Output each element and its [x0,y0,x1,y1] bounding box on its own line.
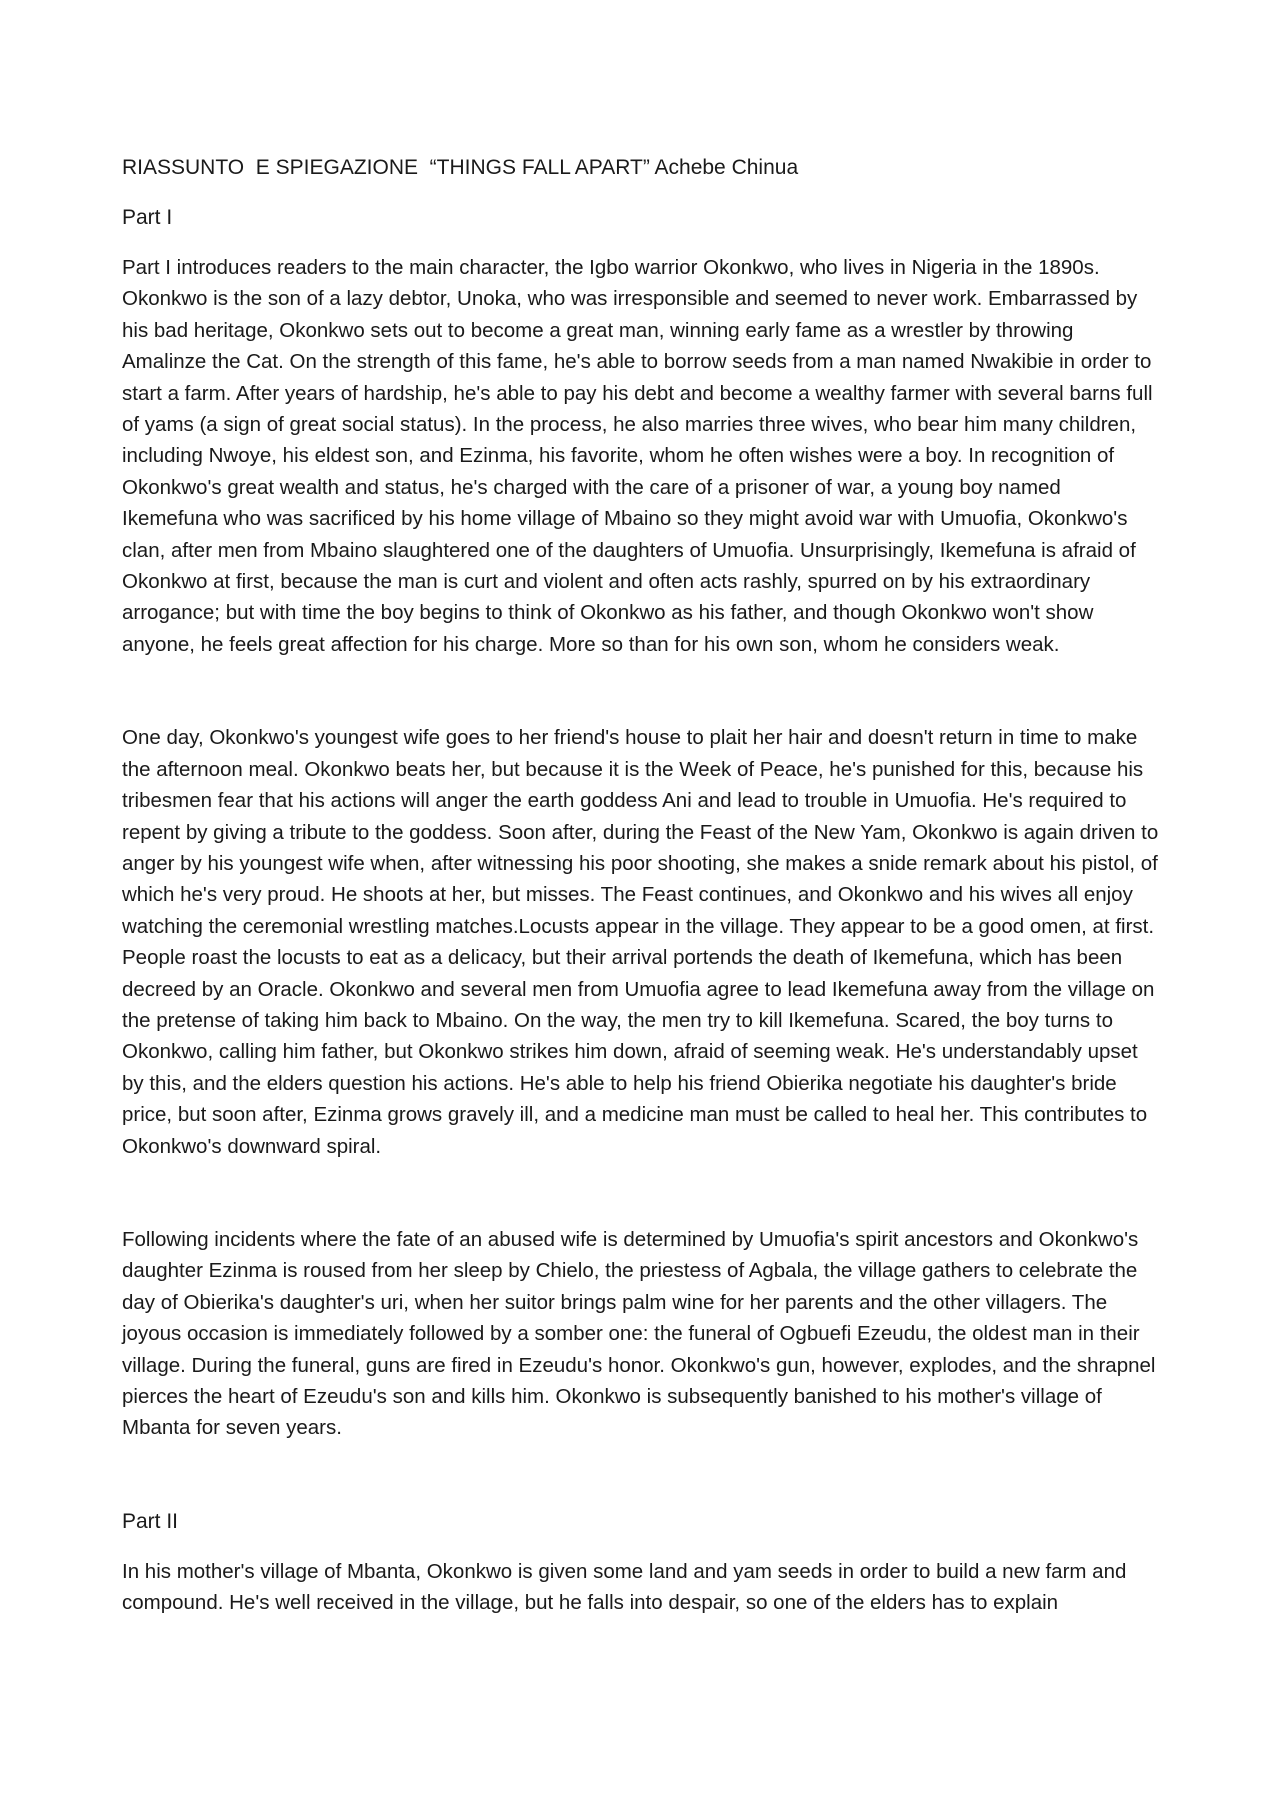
document-page [122,152,1162,1619]
part-1-paragraph-2: One day, Okonkwo's youngest wife goes to her friend's house to plait her hair and doesn't return in time to make the afternoon meal. Okonkwo beats her, but because it is the Week of Peace, he's punished for this, because his tribesmen fear that his actions will anger the earth goddess Ani and lead to trouble in Umuofia. He's required to repent by giving a tribute to the goddess. Soon after, during the Feast of the New Yam, Okonkwo is again driven to anger by his youngest wife when, after witnessing his poor shooting, she makes a snide remark about his pistol, of which he's very proud. He shoots at her, but misses. The Feast continues, and Okonkwo and his wives all enjoy watching the ceremonial wrestling matches.Locusts appear in the village. They appear to be a good omen, at first. People roast the locusts to eat as a delicacy, but their arrival portends the death of Ikemefuna, which has been decreed by an Oracle. Okonkwo and several men from Umuofia agree to lead Ikemefuna away from the village on the pretense of taking him back to Mbaino. On the way, the men try to kill Ikemefuna. Scared, the boy turns to Okonkwo, calling him father, but Okonkwo strikes him down, afraid of seeming weak. He's understandably upset by this, and the elders question his actions. He's able to help his friend Obierika negotiate his daughter's bride price, but soon after, Ezinma grows gravely ill, and a medicine man must be called to heal her. This contributes to Okonkwo's downward spiral. [122,726,1159,1158]
part-1-paragraph-1: Part I introduces readers to the main character, the Igbo warrior Okonkwo, who lives in Nigeria in the 1890s. Okonkwo is the son of a lazy debtor, Unoka, who was irresponsible and seemed to never work. Embarrassed by his bad heritage, Okonkwo sets out to become a great man, winning early fame as a wrestler by throwing Amalinze the Cat. On the strength of this fame, he's able to borrow seeds from a man named Nwakibie in order to start a farm. After years of hardship, he's able to pay his debt and become a wealthy farmer with several barns full of yams (a sign of great social status). In the process, he also marries three wives, who bear him many children, including Nwoye, his eldest son, and Ezinma, his favorite, whom he often wishes were a boy. In recognition of Okonkwo's great wealth and status, he's charged with the care of a prisoner of war, a young boy named Ikemefuna who was sacrificed by his home village of Mbaino so they might avoid war with Umuofia, Okonkwo's clan, after men from Mbaino slaughtered one of the daughters of Umuofia. Unsurprisingly, Ikemefuna is afraid of Okonkwo at first, because the man is curt and violent and often acts rashly, spurred on by his extraordinary arrogance; but with time the boy begins to think of Okonkwo as his father, and though Okonkwo won't show anyone, he feels great affection for his charge. More so than for his own son, whom he considers weak. [122,256,1153,656]
paragraph-spacer [122,1444,1162,1506]
paragraph-spacer [122,660,1162,722]
part-1-paragraph-3: Following incidents where the fate of an abused wife is determined by Umuofia's spirit ancestors and Okonkwo's daughter Ezinma is roused from her sleep by Chielo, the priestess of Agbala, the village gathers to celebrate the day of Obierika's daughter's uri, when her suitor brings palm wine for her parents and the other villagers. The joyous occasion is immediately followed by a somber one: the funeral of Ogbuefi Ezeudu, the oldest man in their village. During the funeral, guns are fired in Ezeudu's honor. Okonkwo's gun, however, explodes, and the shrapnel pierces the heart of Ezeudu's son and kills him. Okonkwo is subsequently banished to his mother's village of Mbanta for seven years. [122,1227,1156,1440]
part-2-paragraph-1: In his mother's village of Mbanta, Okonkwo is given some land and yam seeds in order to build a new farm and compound. He's well received in the village, but he falls into despair, so one of the elders has to explain [122,1559,1127,1615]
document-title: RIASSUNTO E SPIEGAZIONE “THINGS FALL APART” Achebe Chinua [122,156,799,179]
paragraph-spacer [122,1162,1162,1224]
part-2-heading: Part II [122,1509,179,1533]
part-1-heading: Part I [122,206,173,229]
